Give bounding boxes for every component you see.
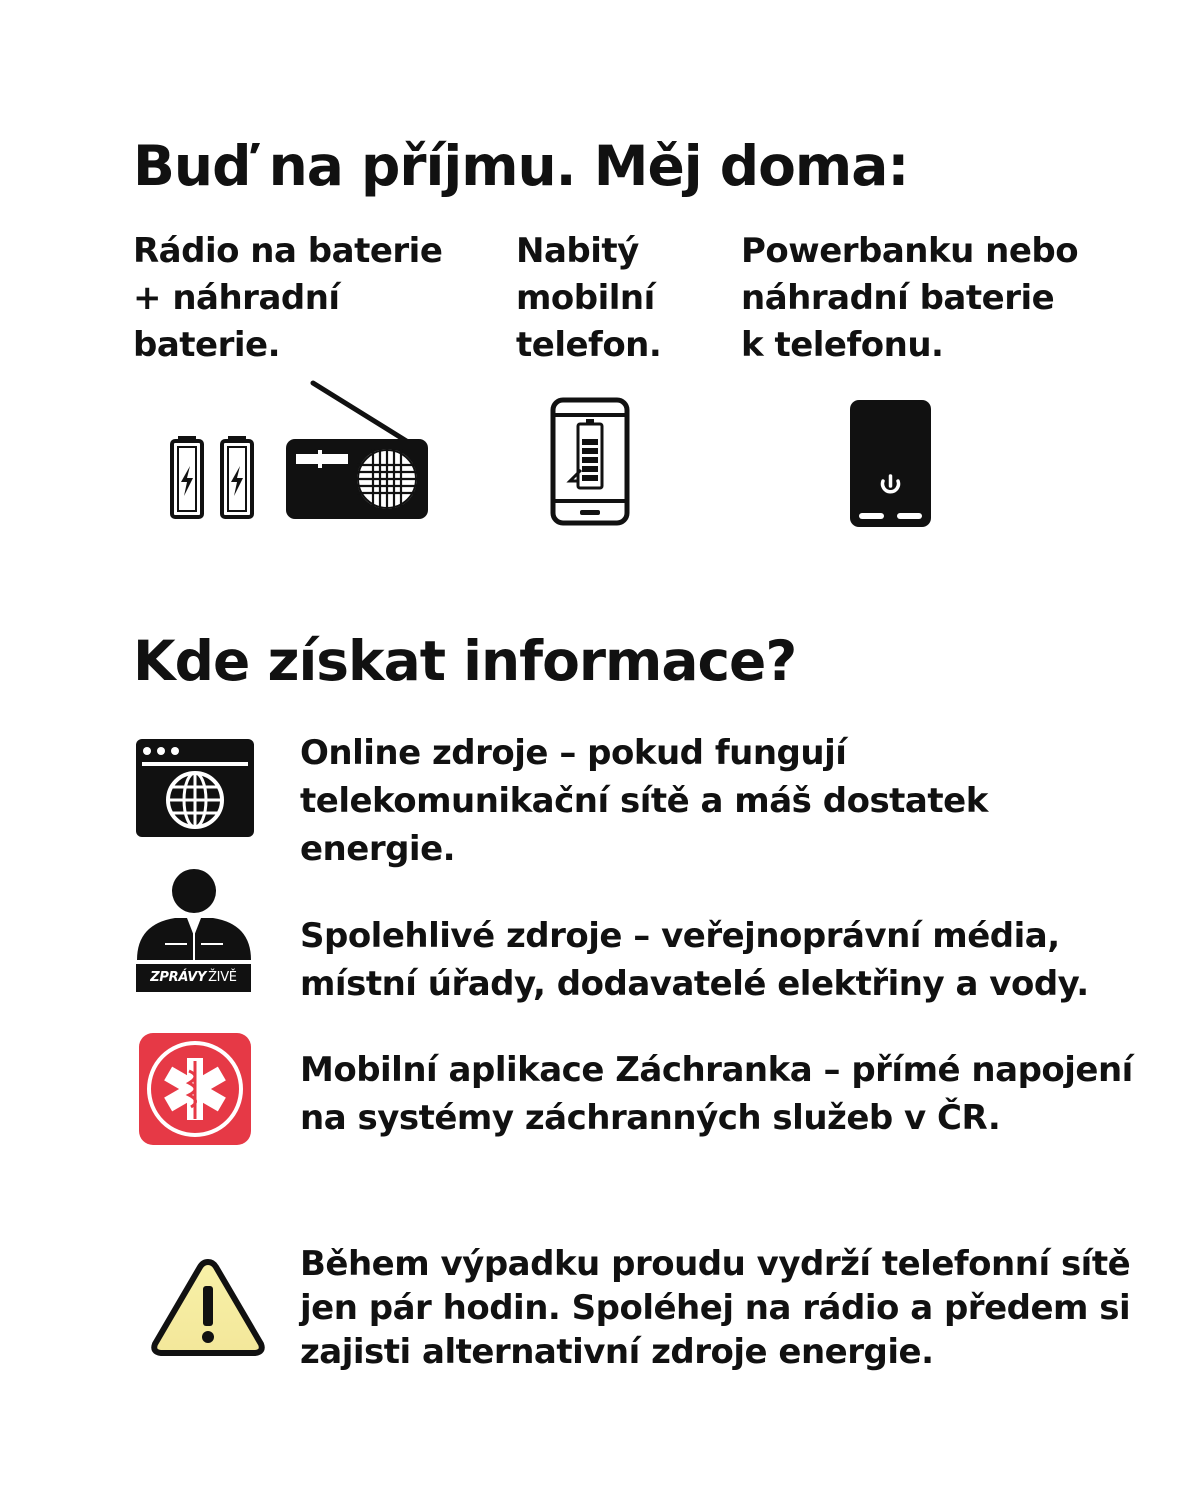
battery-radio-icon	[165, 378, 435, 528]
section-title-equipment: Buď na příjmu. Měj doma:	[133, 134, 909, 198]
warning-text: Během výpadku proudu vydrží telefonní sítě jen pár hodin. Spoléhej na rádio a předem si zajisti alternativní zdroje energie.	[300, 1244, 1131, 1372]
mobile-phone-icon	[548, 397, 632, 527]
zachranka-app-icon	[137, 1031, 253, 1147]
item-powerbank-label: Powerbanku nebo náhradní baterie k telefonu.	[741, 231, 1079, 365]
section-title-information: Kde získat informace?	[133, 629, 797, 693]
info-reliable-text: Spolehlivé zdroje – veřejnoprávní média, místní úřady, dodavatelé elektřiny a vody.	[300, 916, 1089, 1004]
news-live-badge: ZPRÁVY ŽIVĚ	[136, 964, 251, 992]
item-phone-label: Nabitý mobilní telefon.	[516, 231, 662, 365]
news-anchor-icon	[135, 868, 255, 996]
info-online-text: Online zdroje – pokud fungují telekomunikační sítě a máš dostatek energie.	[300, 733, 988, 869]
powerbank-icon	[848, 398, 933, 528]
web-browser-globe-icon	[135, 738, 255, 838]
warning-triangle-icon	[150, 1256, 266, 1360]
info-app-text: Mobilní aplikace Záchranka – přímé napojení na systémy záchranných služeb v ČR.	[300, 1050, 1133, 1138]
item-radio-label: Rádio na baterie + náhradní baterie.	[133, 231, 443, 365]
